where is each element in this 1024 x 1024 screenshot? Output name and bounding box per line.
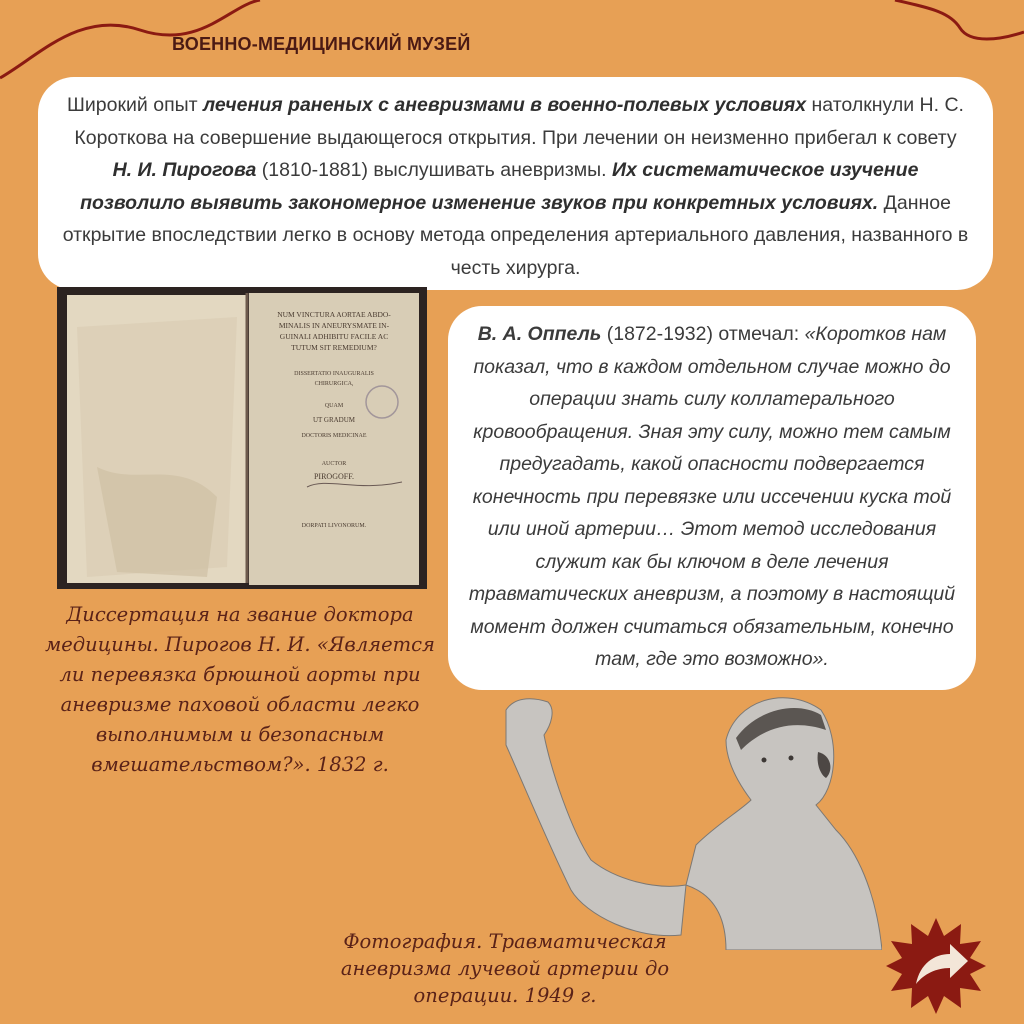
book-title-line: QUAM <box>324 403 344 409</box>
quote-text: «Коротков нам показал, что в каждом отдельном случае можно до операции знать силу коллатерального кровообращения. Зная эту силу, можно тем самым предугадать, какой опасности подвергается конечность при перевязке или иссечении куска той или иной артерии… Этот метод исследования служит как бы ключом в деле лечения травматических аневризм, а поэтому в настоящий момент должен считаться обязательным, конечно там, где это возможно». <box>468 323 956 670</box>
intro-text-part: Данное открытие впоследствии легко в основу метода определения артериального давления, названного в честь хирурга. <box>62 191 969 279</box>
book-title-line: AUCTOR <box>321 461 347 467</box>
quote-card <box>448 306 976 690</box>
next-page-button[interactable] <box>886 916 986 1016</box>
dissertation-book-photo <box>57 287 427 589</box>
intro-text-part: Широкий опыт <box>67 94 204 116</box>
intro-text-emphasis: Н. И. Пирогова <box>112 159 257 181</box>
intro-text-part: натолкнули Н. С. Короткова на совершение выдающегося открытия. При лечении он неизменно прибегал к совету <box>74 94 964 149</box>
book-title-line: GUINALI ADHIBITU FACILE AC <box>279 332 389 341</box>
decorative-curve <box>0 0 1024 80</box>
intro-text-card <box>38 77 993 290</box>
book-title-line: DORPATI LIVONORUM. <box>301 523 367 529</box>
patient-photo <box>496 680 882 950</box>
intro-text-part: (1810-1881) выслушивать аневризмы. <box>256 159 613 181</box>
book-title-line: NUM VINCTURA AORTAE ABDO- <box>277 310 391 319</box>
quote-author: В. А. Оппель <box>477 323 602 345</box>
quote-years: (1872-1932) отмечал: <box>601 323 805 345</box>
book-title-line: CHIRURGICA, <box>314 381 354 387</box>
book-title-line: TUTUM SIT REMEDIUM? <box>291 343 377 352</box>
book-title-line: MINALIS IN ANEURYSMATE IN- <box>278 321 390 330</box>
book-title-line: PIROGOFF. <box>313 472 355 481</box>
book-title-line: DISSERTATIO INAUGURALIS <box>294 371 374 377</box>
book-title-line: DOCTORIS MEDICINAE <box>301 433 367 439</box>
museum-title: ВОЕННО-МЕДИЦИНСКИЙ МУЗЕЙ <box>172 34 471 54</box>
intro-text-emphasis: лечения раненых с аневризмами в военно-полевых условиях <box>203 94 807 116</box>
book-title-line: UT GRADUM <box>312 416 356 424</box>
intro-text-emphasis: Их систематическое изучение позволило выявить закономерное изменение звуков при конкретных условиях. <box>80 159 919 214</box>
book-caption: Диссертация на звание доктора медицины. Пирогов Н. И. «Является ли перевязка брюшной аорты при аневризме паховой области легко выполнимым и безопасным вмешательством?». 1832 г. <box>45 603 435 776</box>
photo-caption: Фотография. Травматическая аневризма лучевой артерии до операции. 1949 г. <box>340 930 670 1007</box>
